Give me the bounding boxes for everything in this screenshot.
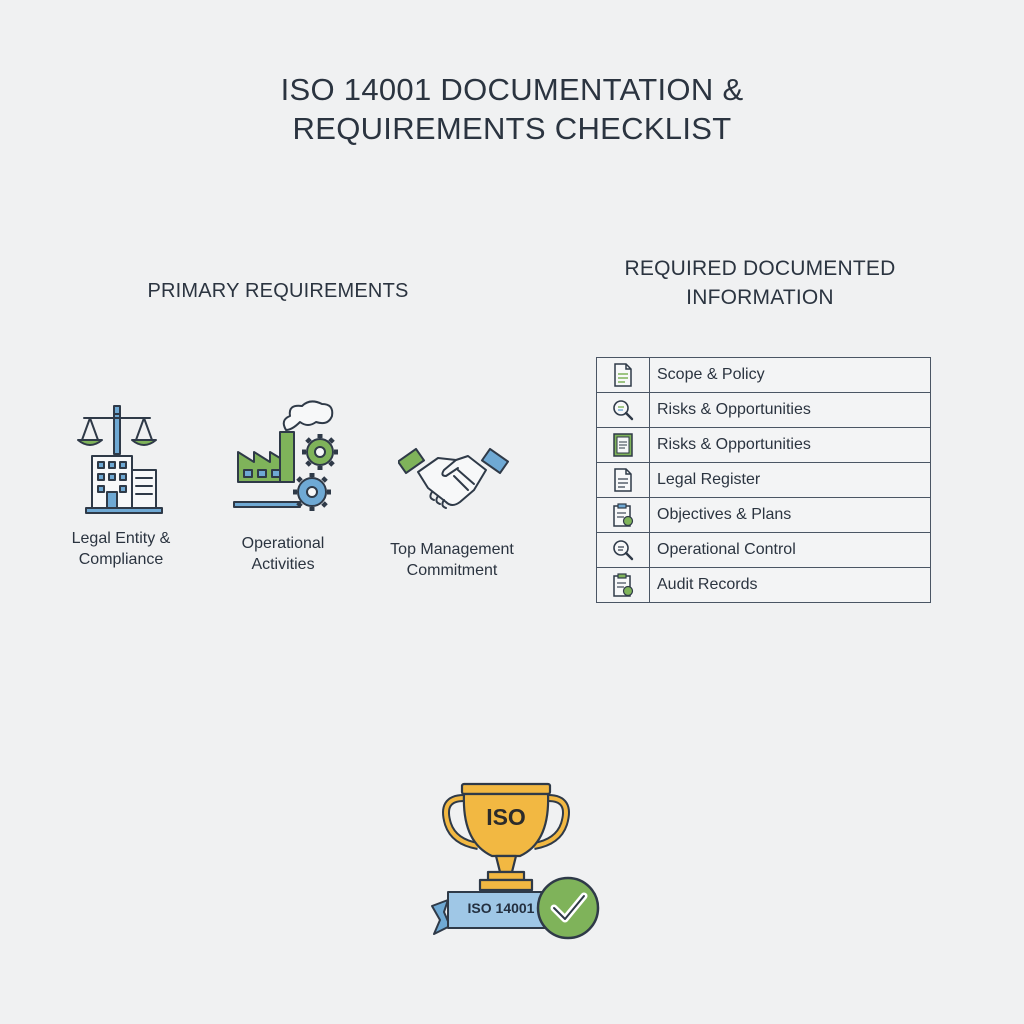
documented-heading-line-1: REQUIRED DOCUMENTED — [624, 257, 896, 280]
top-management-line-1: Top Management — [390, 541, 514, 558]
page-title — [0, 70, 1024, 148]
doc-row-label: Objectives & Plans — [650, 498, 931, 533]
table-row — [597, 568, 931, 603]
document-icon — [613, 363, 633, 387]
legal-building-scales-icon — [74, 404, 166, 516]
doc-row-label: Audit Records — [650, 568, 931, 603]
green-document-icon — [612, 433, 634, 457]
operational-activities-label — [208, 533, 358, 575]
trophy-cup-text: ISO — [486, 804, 526, 830]
legal-entity-line-2: Compliance — [78, 551, 164, 568]
title-line-2: REQUIREMENTS CHECKLIST — [292, 111, 732, 146]
legal-entity-label — [46, 528, 196, 570]
documented-heading-line-2: INFORMATION — [686, 286, 834, 309]
table-row — [597, 533, 931, 568]
clipboard-icon — [612, 573, 634, 597]
table-row — [597, 498, 931, 533]
trophy-ribbon-text: ISO 14001 — [467, 900, 535, 916]
table-row — [597, 393, 931, 428]
doc-row-label: Legal Register — [650, 463, 931, 498]
doc-row-label: Risks & Opportunities — [650, 393, 931, 428]
operational-activities-line-1: Operational — [241, 535, 325, 552]
table-row — [597, 463, 931, 498]
table-row — [597, 428, 931, 463]
primary-requirements-heading: PRIMARY REQUIREMENTS — [147, 280, 409, 302]
factory-gears-icon — [230, 396, 342, 516]
magnifier-icon — [611, 538, 635, 562]
doc-row-label: Scope & Policy — [650, 358, 931, 393]
document-icon — [613, 468, 633, 492]
operational-activities-line-2: Activities — [251, 556, 315, 573]
top-management-line-2: Commitment — [406, 562, 498, 579]
table-row — [597, 358, 931, 393]
doc-row-label: Risks & Opportunities — [650, 428, 931, 463]
clipboard-icon — [612, 503, 634, 527]
doc-row-label: Operational Control — [650, 533, 931, 568]
legal-entity-line-1: Legal Entity & — [71, 530, 171, 547]
documented-information-table — [596, 357, 931, 603]
top-management-label — [372, 539, 532, 581]
documented-information-heading — [590, 254, 930, 312]
title-line-1: ISO 14001 DOCUMENTATION & — [280, 72, 744, 107]
magnifier-icon — [611, 398, 635, 422]
handshake-icon — [398, 440, 510, 516]
